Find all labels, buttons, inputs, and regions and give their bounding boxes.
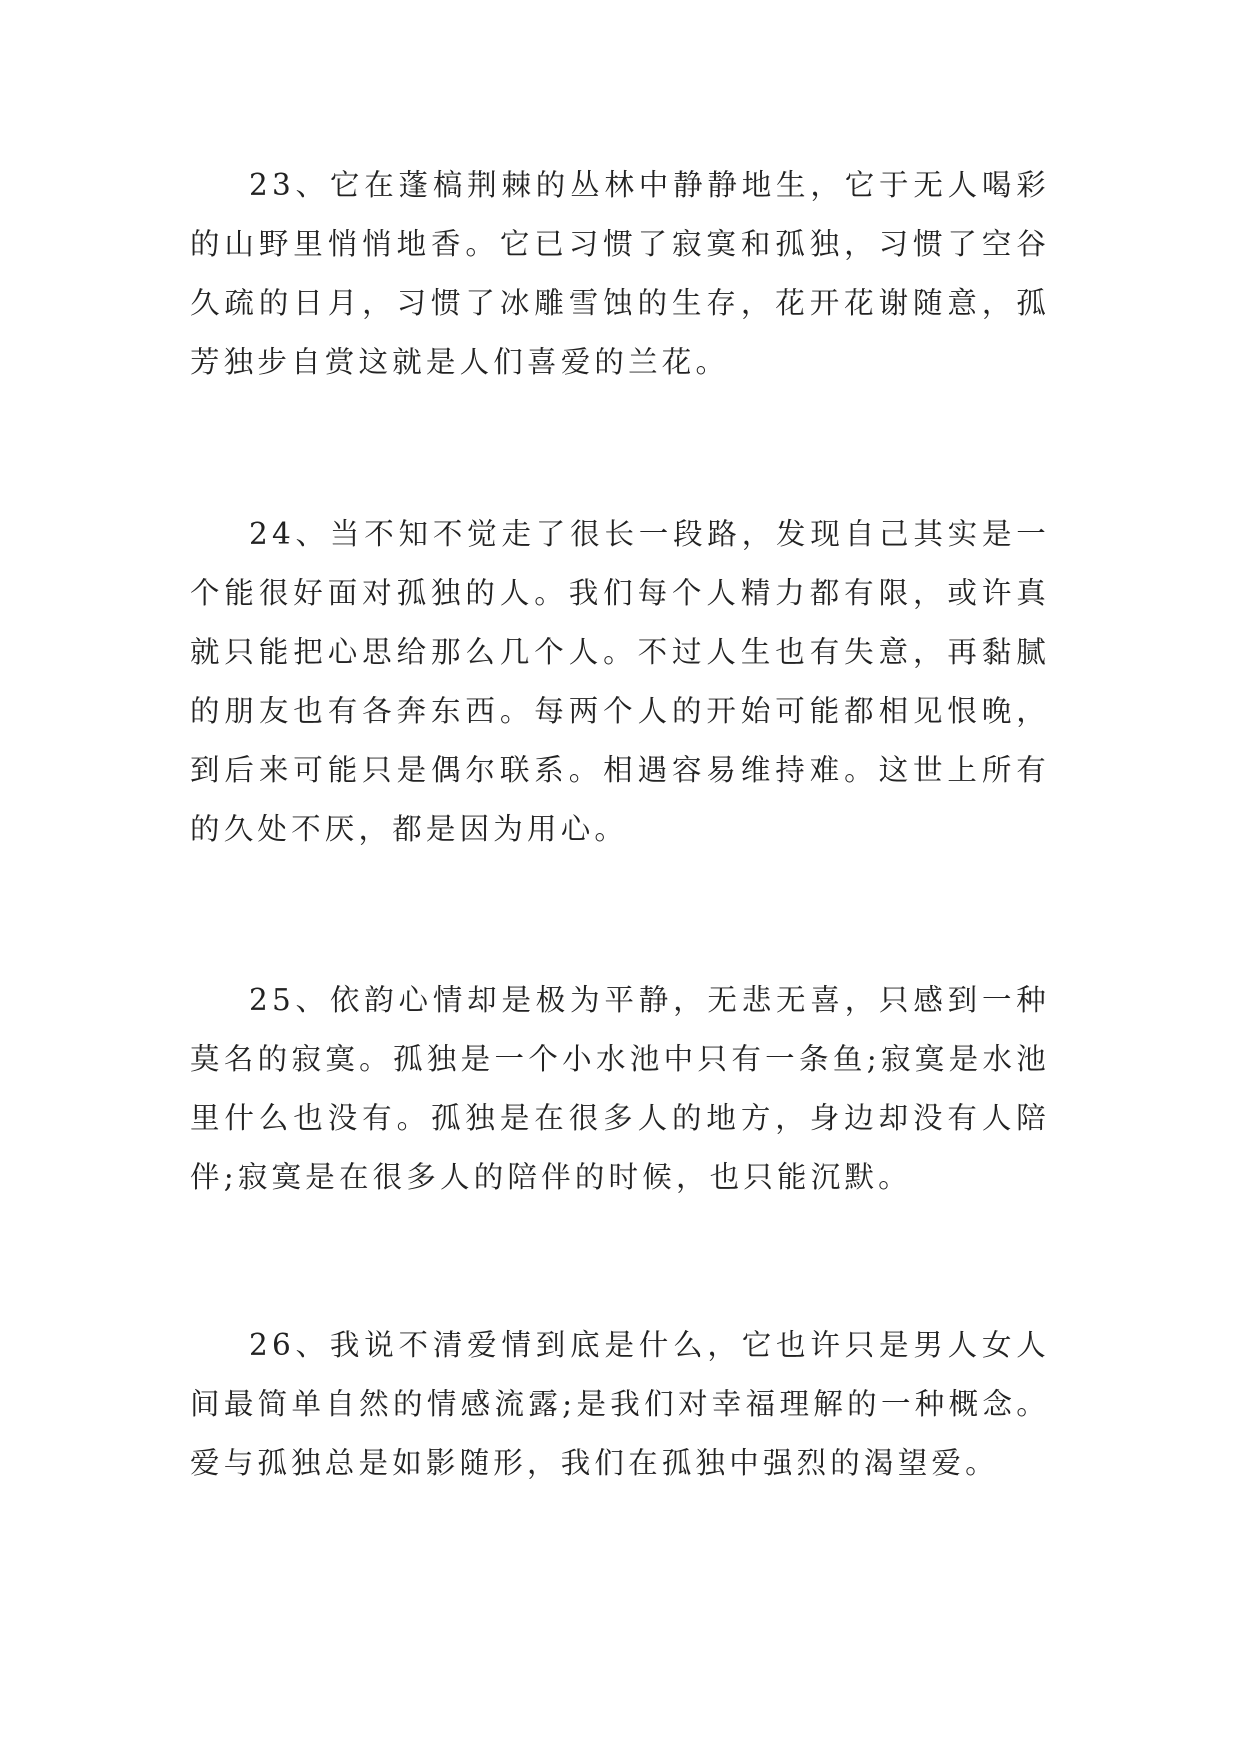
paragraph-24: 24、当不知不觉走了很长一段路，发现自己其实是一个能很好面对孤独的人。我们每个人精力都有限，或许真就只能把心思给那么几个人。不过人生也有失意，再黏腻的朋友也有各奔东西。每两个人的开始可能都相见恨晚，到后来可能只是偶尔联系。相遇容易维持难。这世上所有的久处不厌，都是因为用心。 (190, 517, 1050, 846)
paragraph-26: 26、我说不清爱情到底是什么，它也许只是男人女人间最简单自然的情感流露;是我们对幸福理解的一种概念。爱与孤独总是如影随形，我们在孤独中强烈的渴望爱。 (190, 1328, 1050, 1480)
paragraph-23: 23、它在蓬槁荆棘的丛林中静静地生，它于无人喝彩的山野里悄悄地香。它已习惯了寂寞和孤独，习惯了空谷久疏的日月，习惯了冰雕雪蚀的生存，花开花谢随意，孤芳独步自赏这就是人们喜爱的兰花。 (190, 168, 1050, 379)
paragraph-25: 25、依韵心情却是极为平静，无悲无喜，只感到一种莫名的寂寞。孤独是一个小水池中只有一条鱼;寂寞是水池里什么也没有。孤独是在很多人的地方，身边却没有人陪伴;寂寞是在很多人的陪伴的时候，也只能沉默。 (190, 983, 1050, 1194)
